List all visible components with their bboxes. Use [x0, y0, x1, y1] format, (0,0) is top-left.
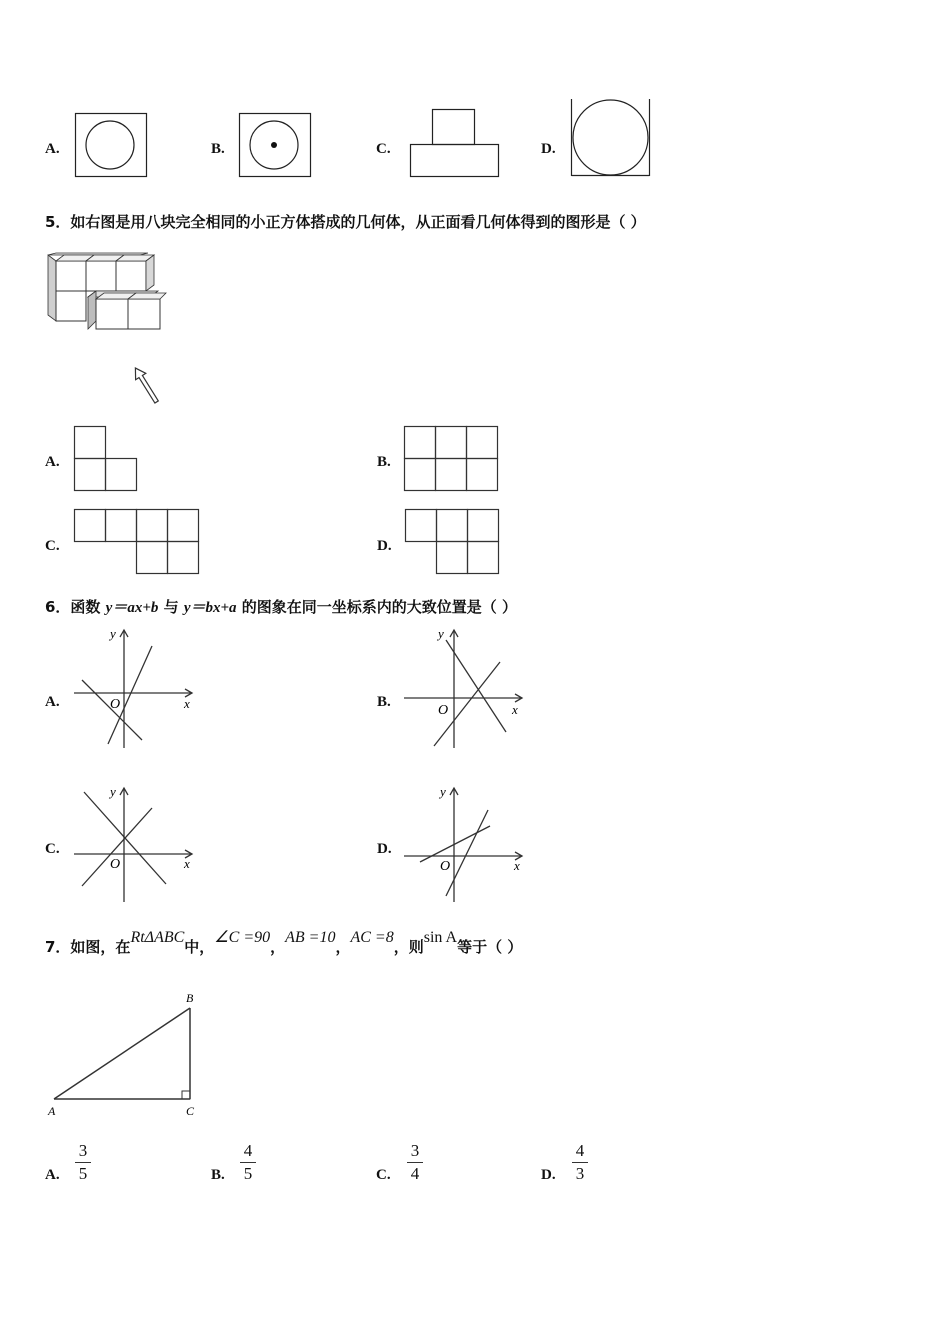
q4-option-c-label: C. — [376, 141, 391, 157]
q6-c-axis-x: x — [184, 856, 190, 871]
q6-option-b-graph — [404, 626, 528, 752]
q4-option-d-label: D. — [541, 141, 556, 157]
q7-math-ab: AB =10 — [285, 929, 336, 946]
q5-option-b-label: B. — [377, 454, 391, 470]
q7-text-3: ， — [335, 938, 351, 956]
q6-stem-prefix: 6．函数 — [45, 598, 106, 616]
q5-option-c-label: C. — [45, 538, 60, 554]
q6-a-axis-x: x — [184, 696, 190, 711]
q6-a-axis-y: y — [110, 626, 116, 641]
q6-option-d-graph — [404, 784, 528, 906]
q7-vertex-b: B — [186, 991, 194, 1005]
q6-function-1: y＝ax+b — [105, 600, 159, 616]
q4-option-a-figure — [75, 113, 147, 177]
q7-c-numerator: 3 — [410, 1141, 420, 1160]
q6-function-2: y＝bx+a — [183, 600, 237, 616]
q7-text-2: ， — [270, 938, 286, 956]
q7-text-4: ，则 — [393, 938, 424, 956]
q6-option-c-label: C. — [45, 841, 60, 857]
q7-option-b-label: B. — [211, 1167, 225, 1183]
q5-option-d-figure — [405, 509, 501, 575]
q7-option-b-fraction — [240, 1142, 256, 1183]
q5-option-b-figure — [404, 426, 500, 492]
q6-b-axis-y: y — [438, 626, 444, 641]
q7-math-triangle: RtΔABC — [130, 929, 185, 946]
q7-d-numerator: 4 — [575, 1141, 585, 1160]
q7-math-ac: AC =8 — [350, 929, 394, 946]
q4-option-d-figure — [571, 99, 651, 177]
q6-stem — [45, 596, 517, 617]
q6-stem-mid: 与 — [158, 598, 184, 616]
q6-d-axis-x: x — [514, 858, 520, 873]
q6-b-axis-x: x — [512, 702, 518, 717]
q7-vertex-c: C — [186, 1104, 195, 1118]
q5-cube-solid-figure — [46, 251, 166, 411]
q6-c-axis-y: y — [110, 784, 116, 799]
q5-stem: 5．如右图是用八块完全相同的小正方体搭成的几何体，从正面看几何体得到的图形是（ ） — [45, 213, 646, 231]
q6-option-d-label: D. — [377, 841, 392, 857]
q7-d-denominator: 3 — [575, 1164, 585, 1183]
q5-option-a-label: A. — [45, 454, 60, 470]
q7-option-c-label: C. — [376, 1167, 391, 1183]
q7-a-denominator: 5 — [78, 1164, 88, 1183]
q6-stem-suffix: 的图象在同一坐标系内的大致位置是（ ） — [236, 598, 518, 616]
q7-b-numerator: 4 — [243, 1141, 253, 1160]
q7-suffix: 等于（ ） — [457, 938, 523, 956]
q6-option-c-graph — [74, 784, 198, 906]
q5-option-a-figure — [74, 426, 138, 492]
q7-option-a-label: A. — [45, 1167, 60, 1183]
q7-vertex-a: A — [48, 1104, 56, 1118]
q6-d-origin: O — [440, 859, 451, 874]
q7-option-d-fraction — [572, 1142, 588, 1183]
q6-option-a-graph — [74, 626, 198, 752]
q5-option-c-figure — [74, 509, 202, 575]
q6-c-origin: O — [110, 857, 121, 872]
q7-prefix: 7．如图，在 — [45, 938, 131, 956]
q7-stem — [45, 929, 523, 957]
q7-math-sin: sin A — [423, 929, 458, 946]
q7-math-angle: ∠C =90 — [214, 929, 271, 946]
q4-option-c-figure — [410, 109, 500, 177]
q7-option-a-fraction — [75, 1142, 91, 1183]
q4-option-b-figure — [239, 113, 311, 177]
q7-b-denominator: 5 — [243, 1164, 253, 1183]
q7-c-denominator: 4 — [410, 1164, 420, 1183]
q4-option-a-label: A. — [45, 141, 60, 157]
q6-b-origin: O — [438, 703, 449, 718]
q6-d-axis-y: y — [440, 784, 446, 799]
q7-triangle-figure — [44, 988, 214, 1122]
q6-a-origin: O — [110, 697, 121, 712]
q7-a-numerator: 3 — [78, 1141, 88, 1160]
q6-option-a-label: A. — [45, 694, 60, 710]
q5-option-d-label: D. — [377, 538, 392, 554]
q7-option-d-label: D. — [541, 1167, 556, 1183]
q7-text-1: 中， — [184, 938, 215, 956]
q4-option-b-label: B. — [211, 141, 225, 157]
q6-option-b-label: B. — [377, 694, 391, 710]
q7-option-c-fraction — [407, 1142, 423, 1183]
